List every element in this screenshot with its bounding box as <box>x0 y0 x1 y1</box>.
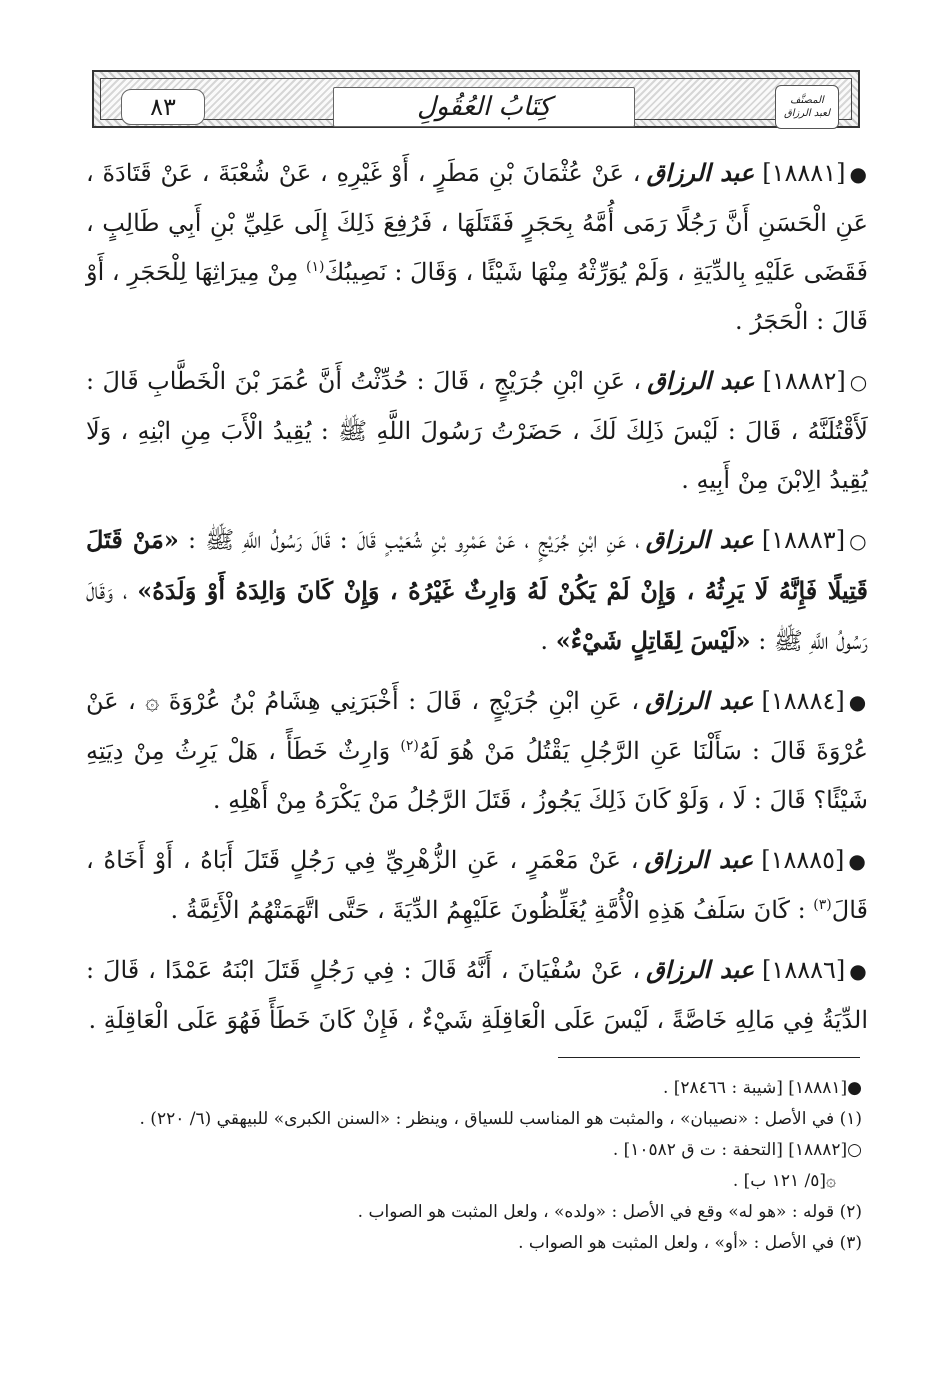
hadith-18886 <box>86 945 868 1045</box>
footnote-item: ○[١٨٨٨٢] [التحفة : ت ق ١٠٥٨٢] . <box>612 1140 862 1160</box>
footnote-ref: (٣) <box>813 897 832 913</box>
main-text <box>86 148 868 1055</box>
hadith-text: ، عَنْ عُثْمَانَ بْنِ مَطَرٍ ، أَوْ غَيْرِهِ ، عَنْ شُعْبَةَ ، عَنْ قَتَادَةَ ، عَنِ الْحَسَنِ أَنَّ رَجُلًا رَمَى أُمَّهُ بِحَجَرٍ فَقَتَلَهَا ، فَرُفِعَ ذَلِكَ إِلَى عَلِيِّ بْنِ أَبِي طَالِبٍ ، فَقَضَى عَلَيْهِ بِالدِّيَةِ ، وَلَمْ يُوَرِّثْهُ مِنْهَا شَيْئًا ، وَقَالَ : نَصِيبُكَ <box>86 159 868 286</box>
hadith-number: [١٨٨٨٤] <box>761 687 845 715</box>
author-name: عبد الرزاق <box>647 366 755 395</box>
hadith-text-cont: : كَانَ سَلَفُ هَذِهِ الْأُمَّةِ يُغَلِّظُونَ عَلَيْهِمُ الدِّيَةَ ، حَتَّى اتَّهَمَتْهُمُ الْأَئِمَّةُ . <box>170 896 806 924</box>
author-name: عبد الرزاق <box>645 525 754 554</box>
footnote-item: (٢) قوله : «هو له» وقع في الأصل : «ولده» ، ولعل المثبت هو الصواب . <box>357 1202 862 1222</box>
prophetic-quote-2: «لَيْسَ لِقَاتِلٍ شَيْءٌ» <box>555 626 751 655</box>
author-name: عبد الرزاق <box>645 686 754 715</box>
prophetic-quote-1: «مَنْ قَتَلَ قَتِيلًا فَإِنَّهُ لَا يَرِثُهُ ، وَإِنْ لَمْ يَكُنْ لَهُ وَارِثٌ غَيْرُهُ ، وَإِنْ كَانَ وَالِدَهُ أَوْ وَلَدَهُ» <box>86 525 868 605</box>
footnote-item: (٣) في الأصل : «أو» ، ولعل المثبت هو الصواب . <box>518 1233 862 1253</box>
hadith-18885 <box>86 835 868 935</box>
author-name: عبد الرزاق <box>646 158 755 187</box>
bullet-icon: ○ <box>849 529 869 553</box>
hadith-number: [١٨٨٨١] <box>762 159 846 187</box>
logo-line-1: المصنَّف <box>790 95 824 106</box>
hadith-number: [١٨٨٨٦] <box>762 956 846 984</box>
chapter-title: كِتَابُ العُقُولِ <box>333 87 635 127</box>
book-logo <box>775 85 839 129</box>
hadith-18883 <box>86 515 868 666</box>
hadith-18882 <box>86 356 868 505</box>
bullet-icon: ● <box>849 162 868 186</box>
footnote-ref: (٢) <box>400 738 419 754</box>
hadith-text-cont: مِنْ مِيرَاثِهَا لِلْحَجَرِ ، أَوْ قَالَ : الْحَجَرُ . <box>86 258 868 335</box>
bullet-icon: ● <box>848 690 868 714</box>
footnote-ref: (١) <box>305 259 325 275</box>
hadith-18884 <box>86 676 868 825</box>
hadith-text: ، عَنِ ابْنِ جُرَيْجٍ ، عَنْ عَمْرِو بْنِ شُعَيْبٍ قَالَ : قَالَ رَسُولُ اللَّهِ ﷺ : <box>188 526 640 554</box>
page-header <box>92 70 860 128</box>
hadith-number: [١٨٨٨٣] <box>761 526 846 554</box>
bullet-icon: ● <box>849 959 869 983</box>
hadith-text-cont: وَارِثٌ خَطَأً ، هَلْ يَرِثُ مِنْ دِيَتِهِ شَيْئًا؟ قَالَ : لَا ، وَلَوْ كَانَ ذَلِكَ يَجُوزُ ، قَتَلَ الرَّجُلُ مَنْ يَكْرَهُ مِنْ أَهْلِهِ . <box>86 737 868 814</box>
hadith-text: ، عَنْ مَعْمَرٍ ، عَنِ الزُّهْرِيِّ فِي رَجُلٍ قَتَلَ أَبَاهُ ، أَوْ أَخَاهُ ، قَالَ <box>86 846 868 924</box>
author-name: عبد الرزاق <box>646 955 755 984</box>
bullet-icon: ○ <box>849 370 869 394</box>
hadith-text: ، عَنِ ابْنِ جُرَيْجٍ ، قَالَ : أَخْبَرَنِي هِشَامُ بْنُ عُرْوَةَ ۞ ، عَنْ عُرْوَةَ قَالَ : سَأَلْنَا عَنِ الرَّجُلِ يَقْتُلُ مَنْ هُوَ لَهُ <box>86 687 869 765</box>
footnote-item: (١) في الأصل : «نصيبان» ، والمثبت هو المناسب للسياق ، وينظر : «السنن الكبرى» للبيهقي (٦/ ٢٢٠) . <box>139 1109 862 1129</box>
hadith-number: [١٨٨٨٢] <box>762 367 846 395</box>
hadith-18881 <box>86 148 868 346</box>
footnote-item: ۞[٥/ ١٢١ ب] . <box>732 1171 836 1191</box>
header-ornament <box>100 78 852 120</box>
hadith-text-mid: ، وَقَالَ رَسُولُ اللَّهِ ﷺ : <box>86 577 868 655</box>
author-name: عبد الرزاق <box>644 845 754 874</box>
footnotes <box>90 1073 862 1259</box>
bullet-icon: ● <box>848 849 868 873</box>
hadith-text-end: . <box>540 627 549 655</box>
hadith-text: ، عَنْ سُفْيَانَ ، أَنَّهُ قَالَ : فِي رَجُلٍ قَتَلَ ابْنَهُ عَمْدًا ، قَالَ : الدِّيَةُ فِي مَالِهِ خَاصَّةً ، لَيْسَ عَلَى الْعَاقِلَةِ شَيْءٌ ، فَإِنْ كَانَ خَطَأً فَهُوَ عَلَى الْعَاقِلَةِ . <box>86 956 868 1034</box>
page-number: ٨٣ <box>121 89 205 125</box>
footnote-item: ●[١٨٨٨١] [شيبة : ٢٨٤٦٦] . <box>662 1078 862 1098</box>
hadith-number: [١٨٨٨٥] <box>761 846 845 874</box>
logo-line-2: لعبد الرزاق <box>783 108 831 119</box>
hadith-text: ، عَنِ ابْنِ جُرَيْجٍ ، قَالَ : حُدِّثْتُ أَنَّ عُمَرَ بْنَ الْخَطَّابِ قَالَ : لَأَقْتُلَنَّهُ ، قَالَ : لَيْسَ ذَلِكَ لَكَ ، حَضَرْتُ رَسُولَ اللَّهِ ﷺ : يُقِيدُ الْأَبَ مِنِ ابْنِهِ ، وَلَا يُقِيدُ الِابْنَ مِنْ أَبِيهِ . <box>86 367 868 494</box>
footnote-divider <box>558 1057 860 1058</box>
